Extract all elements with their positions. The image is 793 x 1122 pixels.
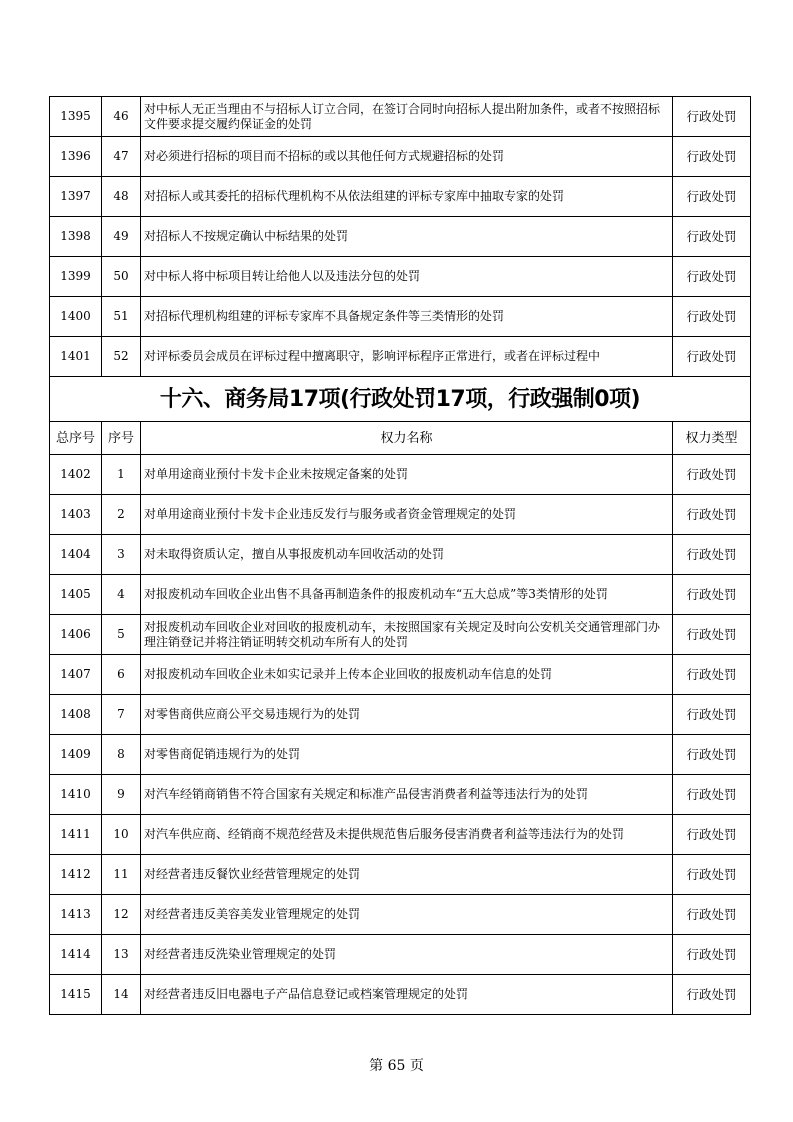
sequence-number-cell: 7 bbox=[102, 695, 141, 735]
power-type-cell: 行政处罚 bbox=[673, 455, 751, 495]
sequence-number-cell: 50 bbox=[102, 257, 141, 297]
sequence-number-cell: 52 bbox=[102, 337, 141, 377]
power-type-cell: 行政处罚 bbox=[673, 137, 751, 177]
table-row bbox=[50, 615, 751, 655]
table-row bbox=[50, 655, 751, 695]
table-row bbox=[50, 297, 751, 337]
total-number-cell: 1396 bbox=[50, 137, 102, 177]
sequence-number-cell: 6 bbox=[102, 655, 141, 695]
power-type-cell: 行政处罚 bbox=[673, 735, 751, 775]
power-type-cell: 行政处罚 bbox=[673, 297, 751, 337]
power-list-table bbox=[49, 96, 751, 1015]
power-name-cell: 对汽车供应商、经销商不规范经营及未提供规范售后服务侵害消费者利益等违法行为的处罚 bbox=[141, 815, 673, 855]
section-title-row bbox=[50, 377, 751, 422]
total-number-cell: 1404 bbox=[50, 535, 102, 575]
table-row bbox=[50, 177, 751, 217]
power-type-cell: 行政处罚 bbox=[673, 177, 751, 217]
power-type-cell: 行政处罚 bbox=[673, 695, 751, 735]
table-body-previous-section bbox=[50, 97, 751, 377]
sequence-number-cell: 48 bbox=[102, 177, 141, 217]
section-title: 十六、商务局17项(行政处罚17项，行政强制0项) bbox=[50, 377, 751, 422]
power-type-cell: 行政处罚 bbox=[673, 337, 751, 377]
power-name-cell: 对招标代理机构组建的评标专家库不具备规定条件等三类情形的处罚 bbox=[141, 297, 673, 337]
table-row bbox=[50, 217, 751, 257]
sequence-number-cell: 49 bbox=[102, 217, 141, 257]
table-body-commerce-bureau bbox=[50, 455, 751, 1015]
total-number-cell: 1407 bbox=[50, 655, 102, 695]
table-row bbox=[50, 137, 751, 177]
power-name-cell: 对经营者违反餐饮业经营管理规定的处罚 bbox=[141, 855, 673, 895]
sequence-number-cell: 5 bbox=[102, 615, 141, 655]
power-name-cell: 对报废机动车回收企业出售不具备再制造条件的报废机动车“五大总成”等3类情形的处罚 bbox=[141, 575, 673, 615]
power-name-cell: 对单用途商业预付卡发卡企业违反发行与服务或者资金管理规定的处罚 bbox=[141, 495, 673, 535]
power-type-cell: 行政处罚 bbox=[673, 575, 751, 615]
total-number-cell: 1397 bbox=[50, 177, 102, 217]
total-number-cell: 1405 bbox=[50, 575, 102, 615]
table-row bbox=[50, 97, 751, 137]
sequence-number-cell: 10 bbox=[102, 815, 141, 855]
power-name-cell: 对招标人不按规定确认中标结果的处罚 bbox=[141, 217, 673, 257]
sequence-number-cell: 8 bbox=[102, 735, 141, 775]
total-number-cell: 1409 bbox=[50, 735, 102, 775]
document-sheet bbox=[49, 96, 750, 1015]
total-number-cell: 1411 bbox=[50, 815, 102, 855]
power-name-cell: 对报废机动车回收企业对回收的报废机动车，未按照国家有关规定及时向公安机关交通管理部门办理注销登记并将注销证明转交机动车所有人的处罚 bbox=[141, 615, 673, 655]
page-number: 第 65 页 bbox=[369, 1058, 424, 1074]
sequence-number-cell: 9 bbox=[102, 775, 141, 815]
power-type-cell: 行政处罚 bbox=[673, 257, 751, 297]
header-total-number: 总序号 bbox=[50, 422, 102, 455]
total-number-cell: 1402 bbox=[50, 455, 102, 495]
power-name-cell: 对经营者违反美容美发业管理规定的处罚 bbox=[141, 895, 673, 935]
sequence-number-cell: 46 bbox=[102, 97, 141, 137]
sequence-number-cell: 13 bbox=[102, 935, 141, 975]
total-number-cell: 1415 bbox=[50, 975, 102, 1015]
power-type-cell: 行政处罚 bbox=[673, 495, 751, 535]
table-row bbox=[50, 495, 751, 535]
table-row bbox=[50, 975, 751, 1015]
table-row bbox=[50, 815, 751, 855]
table-body-section-heading bbox=[50, 377, 751, 455]
power-type-cell: 行政处罚 bbox=[673, 815, 751, 855]
power-name-cell: 对未取得资质认定，擅自从事报废机动车回收活动的处罚 bbox=[141, 535, 673, 575]
power-type-cell: 行政处罚 bbox=[673, 895, 751, 935]
header-power-type: 权力类型 bbox=[673, 422, 751, 455]
table-row bbox=[50, 575, 751, 615]
sequence-number-cell: 4 bbox=[102, 575, 141, 615]
power-name-cell: 对单用途商业预付卡发卡企业未按规定备案的处罚 bbox=[141, 455, 673, 495]
power-type-cell: 行政处罚 bbox=[673, 535, 751, 575]
table-row bbox=[50, 337, 751, 377]
power-name-cell: 对零售商促销违规行为的处罚 bbox=[141, 735, 673, 775]
table-row bbox=[50, 895, 751, 935]
total-number-cell: 1408 bbox=[50, 695, 102, 735]
power-name-cell: 对经营者违反洗染业管理规定的处罚 bbox=[141, 935, 673, 975]
total-number-cell: 1399 bbox=[50, 257, 102, 297]
power-type-cell: 行政处罚 bbox=[673, 97, 751, 137]
total-number-cell: 1413 bbox=[50, 895, 102, 935]
total-number-cell: 1410 bbox=[50, 775, 102, 815]
power-name-cell: 对经营者违反旧电器电子产品信息登记或档案管理规定的处罚 bbox=[141, 975, 673, 1015]
total-number-cell: 1401 bbox=[50, 337, 102, 377]
sequence-number-cell: 1 bbox=[102, 455, 141, 495]
sequence-number-cell: 2 bbox=[102, 495, 141, 535]
power-type-cell: 行政处罚 bbox=[673, 975, 751, 1015]
total-number-cell: 1412 bbox=[50, 855, 102, 895]
power-type-cell: 行政处罚 bbox=[673, 615, 751, 655]
power-type-cell: 行政处罚 bbox=[673, 655, 751, 695]
table-row bbox=[50, 935, 751, 975]
header-sequence-number: 序号 bbox=[102, 422, 141, 455]
power-name-cell: 对招标人或其委托的招标代理机构不从依法组建的评标专家库中抽取专家的处罚 bbox=[141, 177, 673, 217]
sequence-number-cell: 11 bbox=[102, 855, 141, 895]
table-header-row bbox=[50, 422, 751, 455]
table-row bbox=[50, 257, 751, 297]
total-number-cell: 1403 bbox=[50, 495, 102, 535]
power-type-cell: 行政处罚 bbox=[673, 217, 751, 257]
power-name-cell: 对必须进行招标的项目而不招标的或以其他任何方式规避招标的处罚 bbox=[141, 137, 673, 177]
table-row bbox=[50, 455, 751, 495]
total-number-cell: 1414 bbox=[50, 935, 102, 975]
power-name-cell: 对中标人将中标项目转让给他人以及违法分包的处罚 bbox=[141, 257, 673, 297]
header-power-name: 权力名称 bbox=[141, 422, 673, 455]
sequence-number-cell: 51 bbox=[102, 297, 141, 337]
total-number-cell: 1406 bbox=[50, 615, 102, 655]
sequence-number-cell: 3 bbox=[102, 535, 141, 575]
power-type-cell: 行政处罚 bbox=[673, 775, 751, 815]
power-name-cell: 对中标人无正当理由不与招标人订立合同，在签订合同时向招标人提出附加条件，或者不按照招标文件要求提交履约保证金的处罚 bbox=[141, 97, 673, 137]
total-number-cell: 1400 bbox=[50, 297, 102, 337]
power-name-cell: 对零售商供应商公平交易违规行为的处罚 bbox=[141, 695, 673, 735]
power-name-cell: 对评标委员会成员在评标过程中擅离职守，影响评标程序正常进行，或者在评标过程中 bbox=[141, 337, 673, 377]
table-row bbox=[50, 695, 751, 735]
table-row bbox=[50, 775, 751, 815]
power-type-cell: 行政处罚 bbox=[673, 855, 751, 895]
table-row bbox=[50, 535, 751, 575]
power-name-cell: 对报废机动车回收企业未如实记录并上传本企业回收的报废机动车信息的处罚 bbox=[141, 655, 673, 695]
table-row bbox=[50, 735, 751, 775]
power-type-cell: 行政处罚 bbox=[673, 935, 751, 975]
total-number-cell: 1395 bbox=[50, 97, 102, 137]
sequence-number-cell: 47 bbox=[102, 137, 141, 177]
power-name-cell: 对汽车经销商销售不符合国家有关规定和标准产品侵害消费者利益等违法行为的处罚 bbox=[141, 775, 673, 815]
sequence-number-cell: 12 bbox=[102, 895, 141, 935]
table-row bbox=[50, 855, 751, 895]
sequence-number-cell: 14 bbox=[102, 975, 141, 1015]
total-number-cell: 1398 bbox=[50, 217, 102, 257]
